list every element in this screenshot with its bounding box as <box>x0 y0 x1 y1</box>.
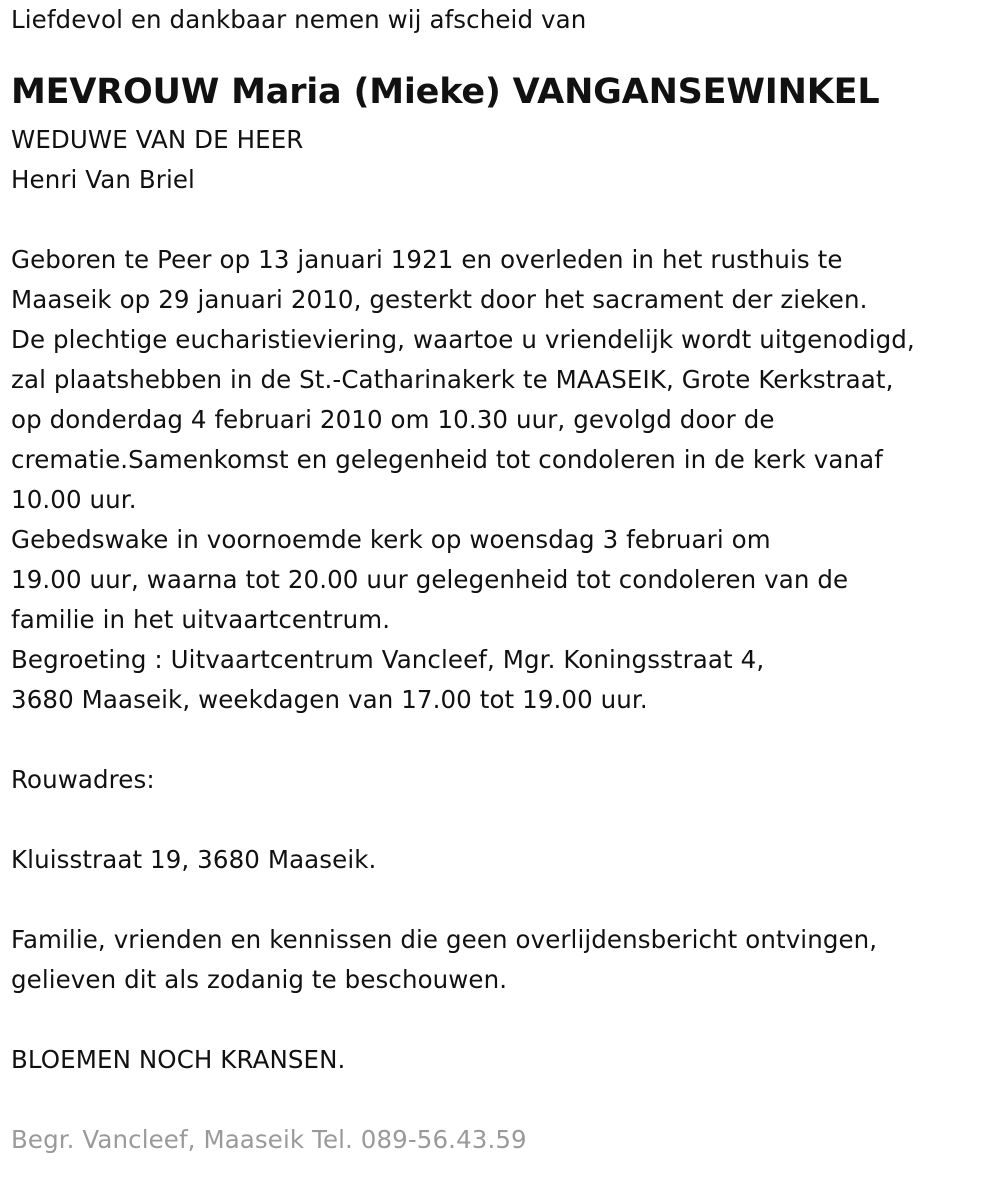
funeral-home-footer: Begr. Vancleef, Maaseik Tel. 089-56.43.59 <box>11 1125 527 1154</box>
notice-line: Familie, vrienden en kennissen die geen overlijdensbericht ontvingen, <box>11 925 878 954</box>
body-paragraph <box>11 240 991 720</box>
spacer <box>11 200 991 240</box>
notice-line: gelieven dit als zodanig te beschouwen. <box>11 965 508 994</box>
body-line: 10.00 uur. <box>11 485 137 514</box>
body-line: familie in het uitvaartcentrum. <box>11 605 391 634</box>
spacer <box>11 1000 991 1040</box>
flowers-notice: BLOEMEN NOCH KRANSEN. <box>11 1045 346 1074</box>
body-line: 19.00 uur, waarna tot 20.00 uur gelegenheid tot condoleren van de <box>11 565 849 594</box>
spacer <box>11 1080 991 1120</box>
intro-text: Liefdevol en dankbaar nemen wij afscheid van <box>11 5 587 34</box>
spacer <box>11 720 991 760</box>
deceased-name: MEVROUW Maria (Mieke) VANGANSEWINKEL <box>11 72 880 112</box>
body-line: crematie.Samenkomst en gelegenheid tot condoleren in de kerk vanaf <box>11 445 883 474</box>
obituary-notice <box>11 0 991 1160</box>
body-line: op donderdag 4 februari 2010 om 10.30 uur, gevolgd door de <box>11 405 775 434</box>
widow-line: WEDUWE VAN DE HEER <box>11 125 304 154</box>
body-line: zal plaatshebben in de St.-Catharinakerk te MAASEIK, Grote Kerkstraat, <box>11 365 894 394</box>
body-line: Gebedswake in voornoemde kerk op woensdag 3 februari om <box>11 525 771 554</box>
spacer <box>11 800 991 840</box>
rouwadres-label: Rouwadres: <box>11 765 155 794</box>
notice-paragraph <box>11 920 991 1000</box>
body-line: Geboren te Peer op 13 januari 1921 en overleden in het rusthuis te <box>11 245 843 274</box>
rouwadres-address: Kluisstraat 19, 3680 Maaseik. <box>11 845 377 874</box>
spacer <box>11 880 991 920</box>
body-line: De plechtige eucharistieviering, waartoe u vriendelijk wordt uitgenodigd, <box>11 325 915 354</box>
body-line: Begroeting : Uitvaartcentrum Vancleef, Mgr. Koningsstraat 4, <box>11 645 765 674</box>
husband-name: Henri Van Briel <box>11 165 195 194</box>
body-line: 3680 Maaseik, weekdagen van 17.00 tot 19.00 uur. <box>11 685 648 714</box>
body-line: Maaseik op 29 januari 2010, gesterkt door het sacrament der zieken. <box>11 285 868 314</box>
